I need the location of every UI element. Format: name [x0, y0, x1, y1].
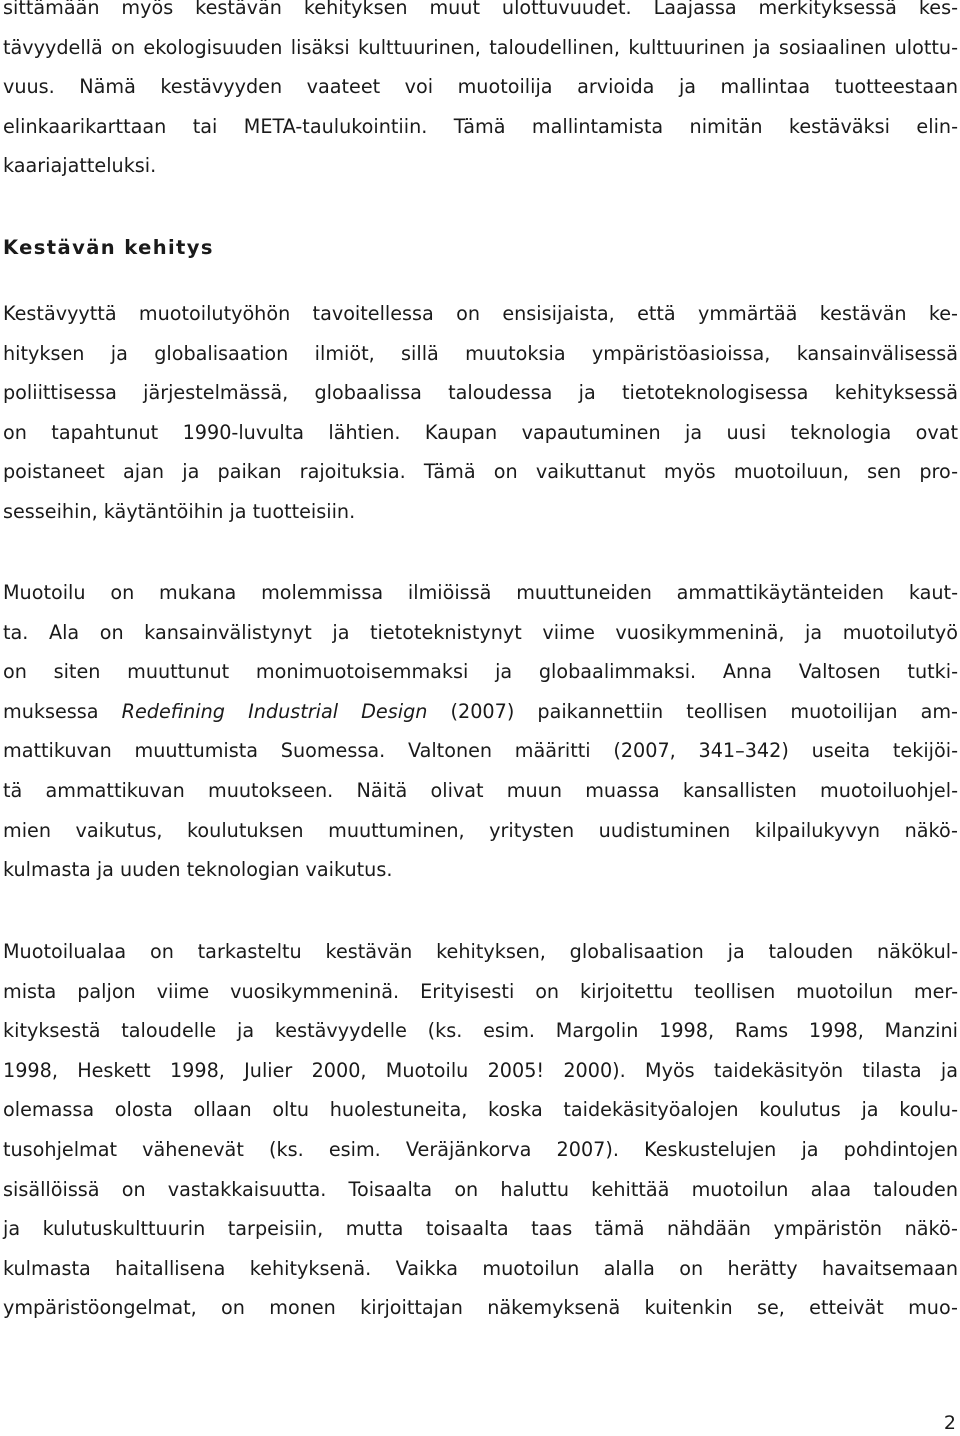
book-title: Redefining Industrial Design: [121, 699, 428, 723]
text-line: elinkaarikarttaan tai META-taulukointiin. Tämä mallintamista nimitän kestäväksi elin-: [3, 114, 958, 138]
text-line: ympäristöongelmat, on monen kirjoittajan näkemyksenä kuitenkin se, etteivät muo-: [3, 1296, 958, 1320]
text-line: kulmasta haitallisena kehityksenä. Vaikka muotoilun alalla on herätty havaitsemaan: [3, 1256, 958, 1280]
text-line: mattikuvan muuttumista Suomessa. Valtonen määritti (2007, 341–342) useita tekijöi-: [3, 739, 958, 763]
text-line: sisällöissä on vastakkaisuutta. Toisaalta on haluttu kehittää muotoilun alaa talouden: [3, 1177, 958, 1201]
text-line: hityksen ja globalisaation ilmiöt, sillä muutoksia ympäristöasioissa, kansainvälisessä: [3, 341, 958, 365]
text-line: kulmasta ja uuden teknologian vaikutus.: [3, 858, 393, 882]
text-line: tä ammattikuvan muutokseen. Näitä olivat muun muassa kansallisten muotoiluohjel-: [3, 778, 958, 802]
text-line: sesseihin, käytäntöihin ja tuotteisiin.: [3, 499, 356, 523]
paragraph-3: [3, 932, 958, 1328]
text-line: ta. Ala on kansainvälistynyt ja tietoteknistynyt viime vuosikymmeninä, ja muotoilutyö: [3, 620, 958, 644]
page-number: 2: [943, 1412, 956, 1434]
text-line: on tapahtunut 1990-luvulta lähtien. Kaupan vapautuminen ja uusi teknologia ovat: [3, 420, 958, 444]
text-line: tävyydellä on ekologisuuden lisäksi kulttuurinen, taloudellinen, kulttuurinen ja sosiaalinen ulottu-: [3, 35, 958, 59]
text-line: on siten muuttunut monimuotoisemmaksi ja globaalimmaksi. Anna Valtosen tutki-: [3, 660, 958, 684]
section-heading: Kestävän kehitys: [3, 236, 214, 259]
text-line: olemassa olosta ollaan oltu huolestuneita, koska taidekäsityöalojen koulutus ja koulu-: [3, 1098, 958, 1122]
text-line: vuus. Nämä kestävyyden vaateet voi muotoilija arvioida ja mallintaa tuotteestaan: [3, 75, 958, 99]
text-line: ja kulutuskulttuurin tarpeisiin, mutta toisaalta taas tämä nähdään ympäristön näkö-: [3, 1217, 958, 1241]
text-line: mien vaikutus, koulutuksen muuttuminen, yritysten uudistuminen kilpailukyvyn näkö-: [3, 818, 958, 842]
text-run: muksessa: [3, 699, 122, 723]
text-line: Muotoilualaa on tarkasteltu kestävän kehityksen, globalisaation ja talouden näkökul-: [3, 940, 958, 963]
intro-paragraph: [3, 0, 958, 186]
text-run: (2007) paikannettiin teollisen muotoilijan am-: [427, 699, 958, 723]
text-line: kaariajatteluksi.: [3, 154, 157, 178]
paragraph-2: [3, 573, 958, 890]
text-line: mista paljon viime vuosikymmeninä. Erityisesti on kirjoitettu teollisen muotoilun mer-: [3, 979, 958, 1003]
text-line: Kestävyyttä muotoilutyöhön tavoitellessa on ensisijaista, että ymmärtää kestävän ke-: [3, 302, 958, 325]
text-line: [3, 692, 958, 732]
paragraph-1: [3, 294, 958, 532]
text-line: kityksestä taloudelle ja kestävyydelle (ks. esim. Margolin 1998, Rams 1998, Manzini: [3, 1019, 958, 1043]
text-line: poliittisessa järjestelmässä, globaalissa taloudessa ja tietoteknologisessa kehityksessä: [3, 381, 958, 405]
text-line: 1998, Heskett 1998, Julier 2000, Muotoilu 2005! 2000). Myös taidekäsityön tilasta ja: [3, 1058, 958, 1082]
text-line: sittämään myös kestävän kehityksen muut ulottuvuudet. Laajassa merkityksessä kes-: [3, 0, 958, 19]
text-line: Muotoilu on mukana molemmissa ilmiöissä muuttuneiden ammattikäytänteiden kaut-: [3, 581, 958, 604]
text-line: poistaneet ajan ja paikan rajoituksia. Tämä on vaikuttanut myös muotoiluun, sen pro-: [3, 460, 958, 484]
text-line: tusohjelmat vähenevät (ks. esim. Veräjänkorva 2007). Keskustelujen ja pohdintojen: [3, 1137, 958, 1161]
